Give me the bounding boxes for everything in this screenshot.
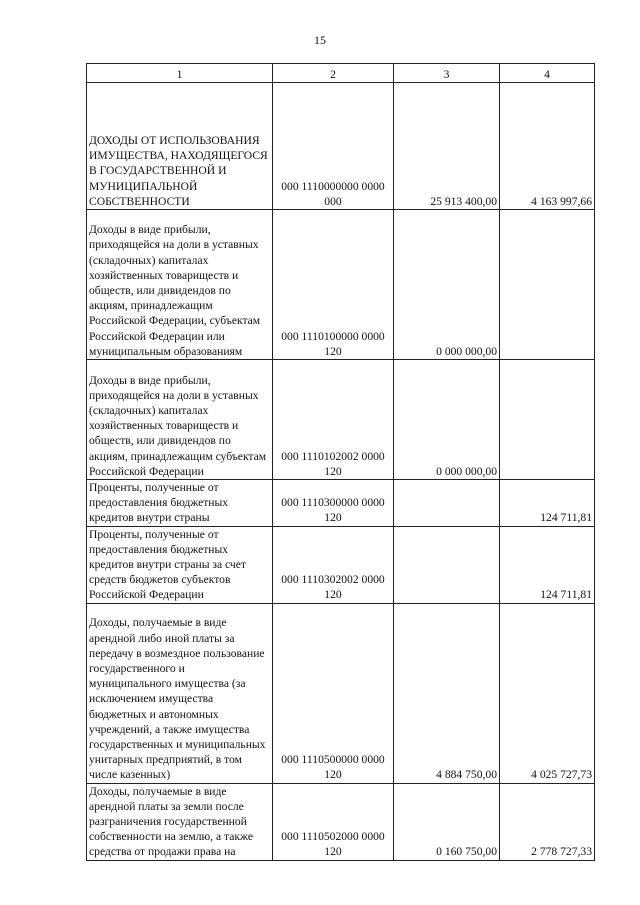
row-value-4 <box>500 210 595 360</box>
row-code: 000 1110302002 0000 120 <box>273 526 394 603</box>
row-value-3: 25 913 400,00 <box>394 83 500 210</box>
table-row <box>87 83 595 210</box>
row-name: Проценты, полученные от предоставления бюджетных кредитов внутри страны <box>87 480 273 527</box>
page-number: 15 <box>314 33 326 47</box>
income-table <box>86 63 595 861</box>
row-value-4: 124 711,81 <box>500 480 595 527</box>
row-code: 000 1110100000 0000 120 <box>273 210 394 360</box>
row-name: ДОХОДЫ ОТ ИСПОЛЬЗОВАНИЯ ИМУЩЕСТВА, НАХОДЯЩЕГОСЯ В ГОСУДАРСТВЕННОЙ И МУНИЦИПАЛЬНОЙ СОБСТВЕННОСТИ <box>87 83 273 210</box>
row-name: Доходы, получаемые в виде арендной платы за земли после разграничения государственной собственности на землю, а также средства от продажи права на <box>87 783 273 860</box>
row-code: 000 1110300000 0000 120 <box>273 480 394 527</box>
row-value-3 <box>394 526 500 603</box>
row-value-3: 4 884 750,00 <box>394 603 500 783</box>
table-row <box>87 603 595 783</box>
table-row <box>87 526 595 603</box>
column-header-1: 1 <box>87 64 273 83</box>
row-name: Доходы, получаемые в виде арендной либо иной платы за передачу в возмездное пользование государственного и муниципального имущества (за исключением имущества бюджетных и автономных учреждений, а также имущества государственных и муниципальных унитарных предприятий, в том числе казенных) <box>87 603 273 783</box>
row-code: 000 1110502000 0000 120 <box>273 783 394 860</box>
table-row <box>87 783 595 860</box>
row-name: Доходы в виде прибыли, приходящейся на доли в уставных (складочных) капиталах хозяйственных товариществ и обществ, или дивидендов по акциям, принадлежащим субъектам Российской Федерации <box>87 360 273 480</box>
row-code: 000 1110102002 0000 120 <box>273 360 394 480</box>
row-value-4: 4 025 727,73 <box>500 603 595 783</box>
row-code: 000 1110500000 0000 120 <box>273 603 394 783</box>
row-value-4: 2 778 727,33 <box>500 783 595 860</box>
row-name: Доходы в виде прибыли, приходящейся на доли в уставных (складочных) капиталах хозяйственных товариществ и обществ, или дивидендов по акциям, принадлежащим Российской Федерации, субъектам Российской Федерации или муниципальным образованиям <box>87 210 273 360</box>
row-name: Проценты, полученные от предоставления бюджетных кредитов внутри страны за счет средств бюджетов субъектов Российской Федерации <box>87 526 273 603</box>
row-value-3: 0 160 750,00 <box>394 783 500 860</box>
table-row <box>87 360 595 480</box>
table-row <box>87 210 595 360</box>
row-value-4: 4 163 997,66 <box>500 83 595 210</box>
column-header-2: 2 <box>273 64 394 83</box>
table-row <box>87 480 595 527</box>
row-value-3: 0 000 000,00 <box>394 360 500 480</box>
column-header-3: 3 <box>394 64 500 83</box>
row-value-3: 0 000 000,00 <box>394 210 500 360</box>
column-header-4: 4 <box>500 64 595 83</box>
row-value-3 <box>394 480 500 527</box>
table-header-row <box>87 64 595 83</box>
row-code: 000 1110000000 0000 000 <box>273 83 394 210</box>
row-value-4: 124 711,81 <box>500 526 595 603</box>
row-value-4 <box>500 360 595 480</box>
